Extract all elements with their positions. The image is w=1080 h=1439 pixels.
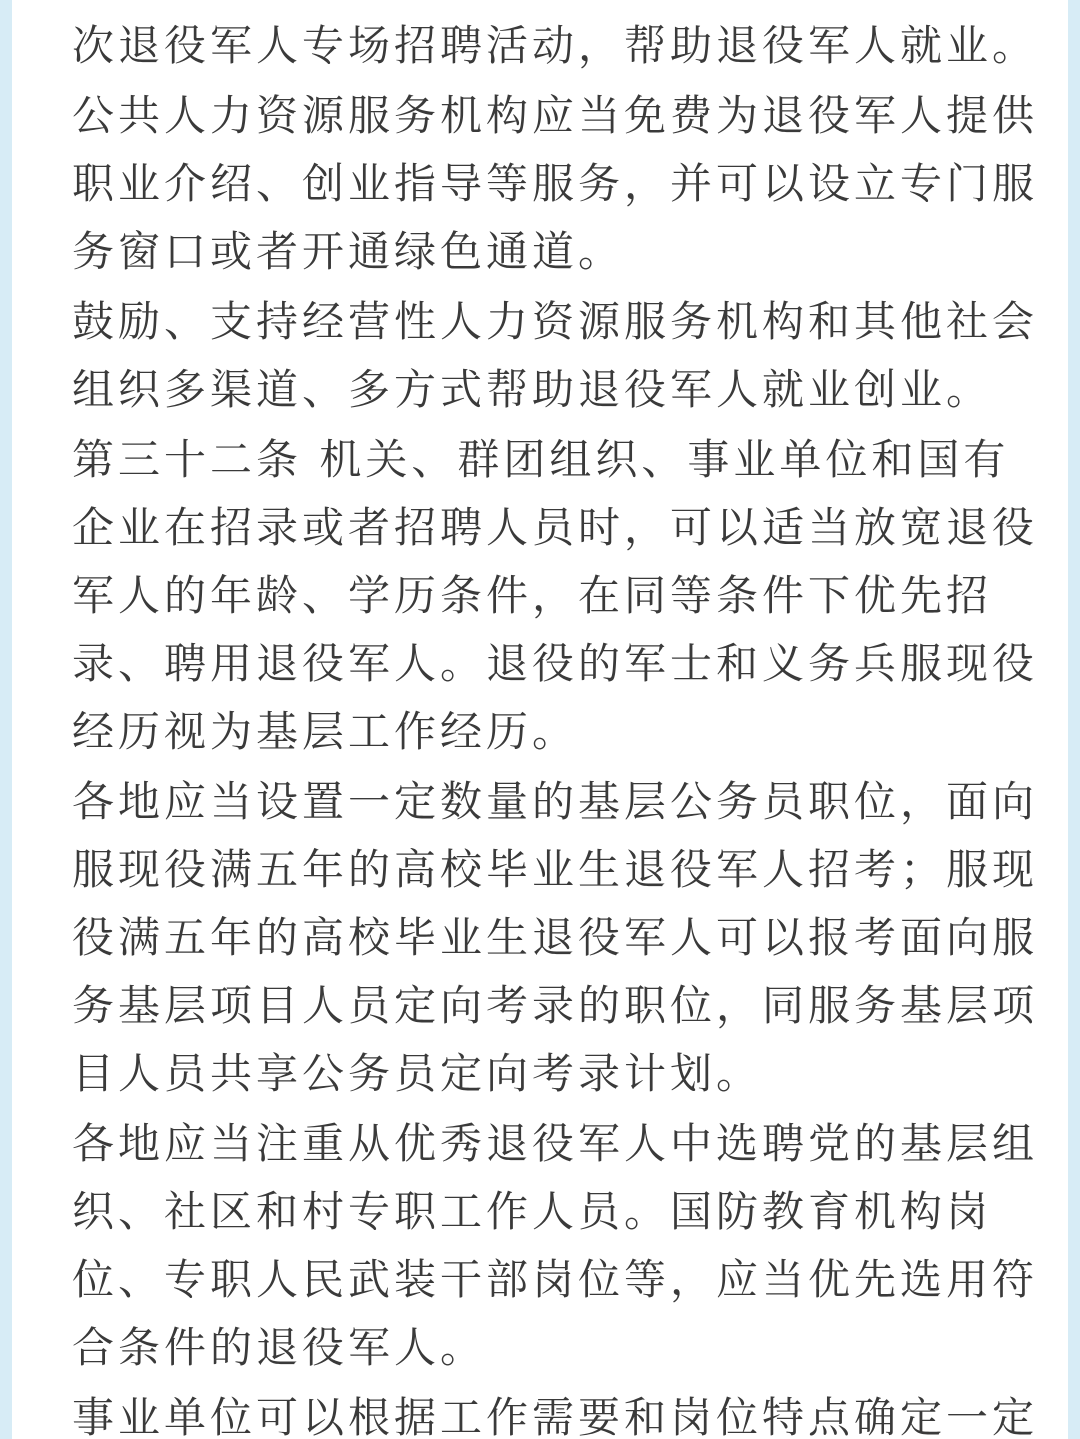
text-line: 务基层项目人员定向考录的职位，同服务基层项 xyxy=(72,981,1039,1030)
text-line: 织、社区和村专职工作人员。国防教育机构岗 xyxy=(72,1187,993,1236)
text-line: 公共人力资源服务机构应当免费为退役军人提供 xyxy=(72,91,1039,140)
text-line: 经历视为基层工作经历。 xyxy=(72,707,579,756)
text-line: 事业单位可以根据工作需要和岗位特点确定一定 xyxy=(72,1393,1039,1439)
text-line: 务窗口或者开通绿色通道。 xyxy=(72,227,625,276)
text-line: 企业在招录或者招聘人员时，可以适当放宽退役 xyxy=(72,503,1039,552)
text-line: 第三十二条 机关、群团组织、事业单位和国有 xyxy=(72,435,1010,484)
paragraph xyxy=(72,82,1039,286)
text-line: 录、聘用退役军人。退役的军士和义务兵服现役 xyxy=(72,639,1039,688)
paragraph xyxy=(72,768,1039,1108)
paragraph xyxy=(72,1110,1039,1382)
text-line: 军人的年龄、学历条件，在同等条件下优先招 xyxy=(72,571,993,620)
text-line: 各地应当注重从优秀退役军人中选聘党的基层组 xyxy=(72,1119,1039,1168)
text-line: 合条件的退役军人。 xyxy=(72,1323,487,1372)
paragraph xyxy=(72,288,1039,424)
text-line: 鼓励、支持经营性人力资源服务机构和其他社会 xyxy=(72,297,1039,346)
paragraph-article-32 xyxy=(72,426,1039,766)
paragraph xyxy=(72,12,1039,80)
right-border xyxy=(1068,0,1080,1439)
text-line: 服现役满五年的高校毕业生退役军人招考；服现 xyxy=(72,845,1039,894)
text-line: 各地应当设置一定数量的基层公务员职位，面向 xyxy=(72,777,1039,826)
text-line: 位、专职人民武装干部岗位等，应当优先选用符 xyxy=(72,1255,1039,1304)
left-border xyxy=(0,0,12,1439)
text-line: 职业介绍、创业指导等服务，并可以设立专门服 xyxy=(72,159,1039,208)
article-body xyxy=(72,12,1039,1439)
paragraph xyxy=(72,1384,1039,1439)
text-line: 役满五年的高校毕业生退役军人可以报考面向服 xyxy=(72,913,1039,962)
text-line: 次退役军人专场招聘活动，帮助退役军人就业。 xyxy=(72,21,1039,70)
text-line: 目人员共享公务员定向考录计划。 xyxy=(72,1049,763,1098)
text-line: 组织多渠道、多方式帮助退役军人就业创业。 xyxy=(72,365,993,414)
